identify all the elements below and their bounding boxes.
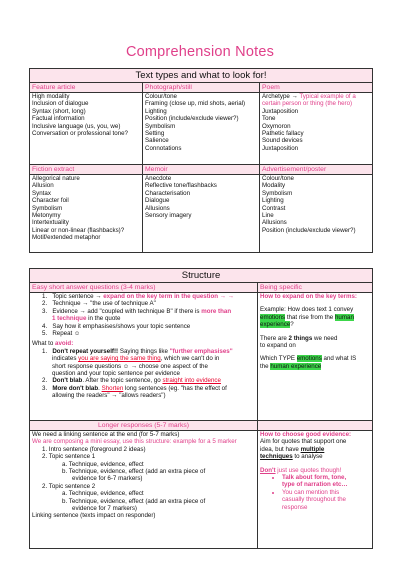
- outline-2a: a. Technique, evidence, effect: [62, 460, 144, 468]
- fiction-extract-header: Fiction extract: [30, 165, 143, 175]
- avoid-2-bold: Don't blab: [52, 377, 83, 385]
- list-item: Juxtaposition: [262, 144, 299, 152]
- list-item: Colour/tone: [145, 93, 177, 100]
- outline-1: 1. Intro sentence (foreground 2 ideas): [42, 445, 146, 453]
- feature-article-header: Feature article: [30, 83, 143, 93]
- avoid-emph: avoid:: [55, 340, 74, 348]
- short-answer-header: Easy short answer questions (3-4 marks): [30, 283, 258, 293]
- being-specific-header: Being specific: [258, 283, 373, 293]
- list-item: Character foil: [32, 197, 69, 205]
- list-item: Allegorical nature: [32, 175, 80, 182]
- avoid-1-text-2: indicates: [52, 355, 79, 363]
- outline-3a: a. Technique, evidence, effect: [62, 490, 144, 498]
- list-item: Sensory imagery: [145, 212, 192, 220]
- specific-line-1: Example: How does text 1 convey: [260, 306, 354, 314]
- question-mark: ?: [290, 321, 294, 329]
- step-1-text: Topic sentence →: [52, 293, 104, 300]
- step-2-text: Technique → "the use of technique A": [52, 300, 156, 308]
- poem-header: Poem: [260, 83, 373, 93]
- poem-list: [260, 93, 373, 165]
- evidence-cell: [258, 431, 373, 549]
- avoid-2-text: . After the topic sentence, go: [82, 377, 163, 385]
- list-item: Motif/extended metaphor: [32, 234, 101, 242]
- list-item: Conversation or professional tone?: [32, 130, 128, 138]
- outline-2: 2. Topic sentence 1: [42, 453, 96, 461]
- avoid-3: 3. More don't blab. Shorten long sentences (eg. "has the effect of: [42, 384, 227, 392]
- dont-emph: Don't: [260, 466, 276, 474]
- structure-banner: Structure: [30, 269, 373, 283]
- evidence-line-1: Aim for quotes that support one: [260, 438, 347, 446]
- list-item: High modality: [32, 93, 70, 100]
- bullet-2-line-2: casually throughout the: [282, 496, 346, 504]
- step-2: 2. Technique → "the use of technique A": [42, 300, 156, 308]
- evidence-text-2: to analyse: [292, 453, 323, 461]
- avoid-1-emph: "further emphasises": [169, 347, 233, 355]
- advertisement-list: [260, 175, 373, 253]
- title-accent: Notes: [235, 44, 275, 60]
- title-text: Comprehension: [125, 44, 236, 60]
- specific-line-2: [260, 314, 370, 321]
- outline-3b-cont: evidence for 7 markers): [72, 505, 137, 513]
- avoid-3-bold: More don't blab: [52, 384, 99, 392]
- evidence-dont: [260, 467, 370, 474]
- longer-last: Linking sentence (texts impact on responder): [32, 512, 156, 520]
- photograph-header: Photograph/still: [143, 83, 260, 93]
- list-item: Allusions: [262, 219, 287, 227]
- avoid-2: 2. Don't blab. After the topic sentence, go straight into evidence: [42, 377, 221, 385]
- list-item: Modality: [262, 182, 286, 190]
- list-item: Characterisation: [145, 189, 191, 197]
- list-item: Setting: [145, 130, 165, 138]
- list-item: Reflective tone/flashbacks: [145, 182, 217, 190]
- structure-table: [29, 268, 373, 549]
- specific-text-8: the: [260, 362, 271, 370]
- specific-text-7: and what IS: [321, 355, 357, 363]
- list-item: Sound devices: [262, 137, 303, 145]
- avoid-1-bold: Don't repeat yourself!!: [52, 347, 119, 355]
- list-item: Linear or non-linear (flashbacks)?: [32, 226, 125, 234]
- outline-2b: b. Technique, evidence, effect (add an extra piece of: [62, 468, 206, 476]
- step-3: 3. Evidence → add "coupled with technique B" if there is more than: [42, 307, 232, 315]
- being-specific-cell: [258, 293, 373, 421]
- evidence-question: How to choose good evidence:: [260, 431, 352, 438]
- list-item: Anecdote: [145, 175, 172, 182]
- longer-line-2: We are composing a mini essay, use this structure: example for a 5 marker: [32, 438, 237, 446]
- dont-text: just use quotes though!: [275, 466, 342, 474]
- list-item: Metonymy: [32, 212, 61, 220]
- list-item: Symbolism: [32, 204, 63, 212]
- evidence-text: idea, but have: [260, 445, 301, 453]
- step-4-text: Say how it emphasises/shows your topic sentence: [52, 322, 191, 330]
- list-item: Colour/tone: [262, 175, 294, 182]
- avoid-1-cont-2: short response questions ☺ → choose one aspect of the: [52, 362, 208, 370]
- emotions-highlight: emotions: [260, 313, 286, 321]
- outline-2b-cont: evidence for 6-7 markers): [72, 475, 143, 483]
- avoid-3-cont: allowing the readers" → "allows readers"): [52, 392, 166, 400]
- step-3-text-2: in the quote: [86, 315, 121, 323]
- list-item: Contrast: [262, 204, 286, 212]
- list-item: Tone: [262, 115, 276, 123]
- human-highlight: human: [334, 313, 354, 321]
- list-item: Factual information: [32, 115, 85, 123]
- evidence-line-3: [260, 453, 370, 460]
- evidence-line-2: [260, 446, 370, 453]
- outline-3: 2. Topic sentence 2: [42, 482, 96, 490]
- avoid-1-cont-3: question and your topic sentence per evidence: [52, 370, 180, 378]
- memoir-header: Memoir: [143, 165, 260, 175]
- page-title: [0, 44, 400, 60]
- list-item: Position (include/exclude viewer?): [262, 226, 356, 234]
- step-1-emph: expand on the key term in the question → →: [103, 293, 234, 300]
- step-3-emph: more than: [201, 307, 232, 315]
- memoir-list: [143, 175, 260, 253]
- avoid-1-underline: you are saying the same thing: [78, 355, 161, 363]
- human-experience-highlight: human experience: [270, 362, 322, 370]
- list-item: Lighting: [145, 107, 167, 115]
- outline-3b: b. Technique, evidence, effect (add an extra piece of: [62, 497, 206, 505]
- list-item: Syntax (short, long): [32, 107, 86, 115]
- specific-line-3: [260, 321, 370, 328]
- advertisement-header: Advertisement/poster: [260, 165, 373, 175]
- specific-text-4: There are: [260, 334, 289, 342]
- emotions-highlight-2: emotions: [296, 355, 322, 363]
- longer-responses-header: Longer responses (5-7 marks): [30, 421, 258, 431]
- step-4: 4. Say how it emphasises/shows your topic sentence: [42, 322, 191, 330]
- list-item: Symbolism: [145, 122, 176, 130]
- list-item: Symbolism: [262, 189, 293, 197]
- avoid-3-text-2: long sentences (eg. "has the effect of: [123, 384, 227, 392]
- list-item: Allusions: [145, 204, 170, 212]
- specific-text-5: we need: [312, 334, 338, 342]
- specific-text-6: Which TYPE: [260, 355, 297, 363]
- longer-responses-cell: [30, 431, 258, 549]
- fiction-extract-list: [30, 175, 143, 253]
- list-item: Framing (close up, mid shots, aerial): [145, 100, 246, 108]
- bullet-1-line-2: type of narration etc…: [282, 481, 348, 489]
- experience-highlight: experience: [260, 321, 291, 329]
- short-answer-cell: [30, 293, 258, 421]
- list-item: Pathetic fallacy: [262, 130, 304, 138]
- archetype-desc: Typical example of a certain person or thing (the hero): [262, 93, 356, 108]
- step-5-text: Repeat ☺: [52, 330, 81, 338]
- avoid-3-underline: Shorten: [101, 384, 124, 392]
- list-item: Inclusive language (us, you, we): [32, 122, 121, 130]
- specific-text: that rise from the: [285, 313, 335, 321]
- list-item: Connotations: [145, 144, 182, 152]
- specific-question: How to expand on the key terms:: [260, 293, 357, 300]
- evidence-bullet-1: [282, 474, 370, 489]
- list-item: Line: [262, 212, 274, 220]
- feature-article-list: [30, 93, 143, 165]
- avoid-1: 1. Don't repeat yourself!! Saying things like "further emphasises": [42, 347, 233, 355]
- longer-line-1: We need a linking sentence at the end (for 5-7 marks): [32, 431, 180, 438]
- specific-line-5: to expand on: [260, 342, 296, 350]
- step-5: 5. Repeat ☺: [42, 330, 81, 338]
- step-1: 1. Topic sentence → expand on the key term in the question → →: [42, 293, 234, 300]
- photograph-list: [143, 93, 260, 165]
- list-item: Position (include/exclude viewer?): [145, 115, 239, 123]
- multiple-bold: multiple: [300, 445, 325, 453]
- step-3-emph-2: 1 technique: [52, 315, 87, 323]
- specific-line-7: [260, 363, 370, 370]
- evidence-header-spacer: [258, 421, 373, 431]
- list-item: Dialogue: [145, 197, 170, 205]
- list-item: Juxtaposition: [262, 107, 299, 115]
- list-item: Syntax: [32, 189, 51, 197]
- bullet-2-line-1: You can mention this: [282, 488, 340, 496]
- bullet-1-line-1: Talk about form, tone,: [282, 474, 347, 482]
- text-types-table: [29, 68, 373, 253]
- archetype-label: Archetype →: [262, 93, 300, 100]
- evidence-bullet-2: [282, 489, 370, 511]
- list-item: Lighting: [262, 197, 284, 205]
- techniques-bold: techniques: [260, 453, 293, 461]
- list-item: Inclusion of dialogue: [32, 100, 89, 108]
- specific-line-4: [260, 335, 370, 342]
- step-3-cont: [32, 315, 255, 322]
- list-item: Salience: [145, 137, 169, 145]
- two-things-bold: 2 things: [288, 334, 313, 342]
- avoid-3-text: .: [98, 384, 102, 392]
- avoid-1-cont: [32, 355, 255, 362]
- text-types-banner: Text types and what to look for!: [30, 69, 373, 83]
- avoid-1-text: Saying things like: [118, 347, 170, 355]
- avoid-label: What to: [32, 340, 56, 348]
- avoid-heading: [32, 340, 255, 347]
- list-item: Intertextuality: [32, 219, 69, 227]
- specific-line-6: [260, 355, 370, 362]
- list-item: Oxymoron: [262, 122, 291, 130]
- list-item: Allusion: [32, 182, 54, 190]
- step-3-text: Evidence → add "coupled with technique B" if there is: [52, 307, 202, 315]
- evidence-bullets: [260, 474, 370, 511]
- avoid-1-text-3: , which we can't do in: [160, 355, 220, 363]
- avoid-2-underline: straight into evidence: [162, 377, 221, 385]
- bullet-2-line-3: response: [282, 503, 308, 511]
